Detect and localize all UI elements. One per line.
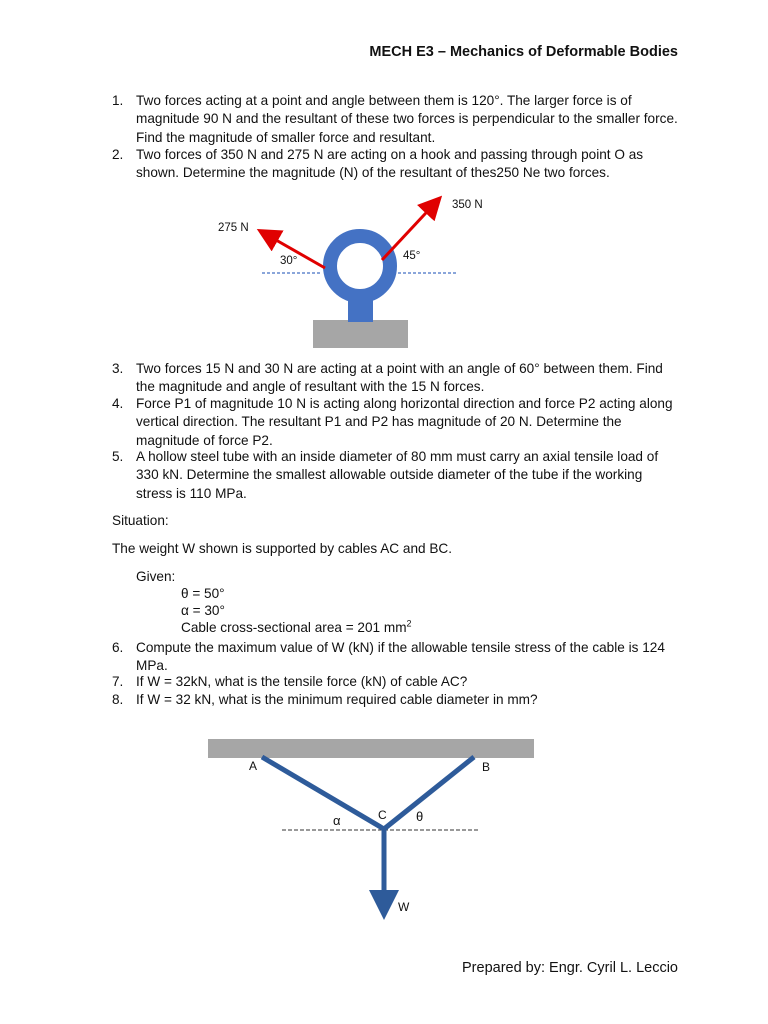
given-alpha: α = 30°	[181, 603, 225, 618]
problem-number: 6.	[112, 640, 124, 655]
label-c: C	[378, 808, 387, 822]
document-header: MECH E3 – Mechanics of Deformable Bodies	[369, 44, 678, 60]
problem-5	[112, 448, 682, 503]
problem-3	[112, 360, 682, 397]
problem-4	[112, 395, 682, 450]
problem-number: 4.	[112, 396, 124, 411]
label-b: B	[482, 760, 491, 774]
problem-text: Two forces acting at a point and angle between them is 120°. The larger force is of magnitude 90 N and the resultant of these two forces is perpendicular to the smaller force. Find the magnitude of smaller force and resultant.	[136, 93, 678, 145]
problem-2	[112, 146, 682, 183]
problem-number: 3.	[112, 361, 124, 376]
hook-base	[313, 320, 408, 348]
label-alpha: α	[333, 813, 341, 828]
problem-text: A hollow steel tube with an inside diameter of 80 mm must carry an axial tensile load of 330 kN. Determine the smallest allowable outside diameter of the tube if the working stress is 110 MPa.	[136, 449, 659, 501]
angle-label-45: 45°	[403, 250, 421, 262]
hook-diagram	[0, 190, 768, 350]
cable-ac	[262, 757, 384, 829]
problem-number: 2.	[112, 147, 124, 162]
given-area-text: Cable cross-sectional area = 201 mm	[181, 620, 407, 635]
label-theta: θ	[416, 809, 424, 824]
cable-bc	[384, 757, 474, 829]
problem-number: 7.	[112, 674, 124, 689]
ceiling-support	[208, 739, 534, 758]
problem-number: 5.	[112, 449, 124, 464]
document-footer: Prepared by: Engr. Cyril L. Leccio	[462, 960, 678, 976]
problem-text: Force P1 of magnitude 10 N is acting along horizontal direction and force P2 acting along vertical direction. The resultant P1 and P2 has magnitude of 20 N. Determine the magnitude of force P2.	[136, 396, 673, 448]
force-label-275: 275 N	[218, 222, 249, 234]
given-theta: θ = 50°	[181, 586, 225, 601]
problem-8	[112, 691, 682, 709]
problem-number: 1.	[112, 93, 124, 108]
given-label: Given:	[136, 569, 176, 584]
label-w: W	[398, 900, 410, 914]
cable-diagram	[0, 735, 768, 925]
label-a: A	[249, 759, 258, 773]
problem-text: If W = 32kN, what is the tensile force (kN) of cable AC?	[136, 674, 468, 689]
problem-7	[112, 673, 682, 691]
problem-1	[112, 92, 682, 147]
problem-6	[112, 639, 682, 676]
problem-text: Two forces of 350 N and 275 N are acting on a hook and passing through point O as shown. Determine the magnitude (N) of the resultant of thes250 Ne two forces.	[136, 147, 644, 181]
problem-text: If W = 32 kN, what is the minimum required cable diameter in mm?	[136, 692, 538, 707]
situation-description: The weight W shown is supported by cables AC and BC.	[112, 541, 453, 556]
problem-number: 8.	[112, 692, 124, 707]
problem-text: Compute the maximum value of W (kN) if the allowable tensile stress of the cable is 124 MPa.	[136, 640, 665, 674]
situation-heading: Situation:	[112, 513, 169, 528]
hook-ring	[330, 236, 390, 296]
given-area-exponent: 2	[406, 618, 412, 629]
angle-label-30: 30°	[280, 255, 298, 267]
given-area	[181, 619, 412, 637]
problem-text: Two forces 15 N and 30 N are acting at a point with an angle of 60° between them. Find the magnitude and angle of resultant with the 15 N forces.	[136, 361, 663, 395]
hook-stem	[348, 300, 373, 322]
force-label-350: 350 N	[452, 199, 483, 211]
